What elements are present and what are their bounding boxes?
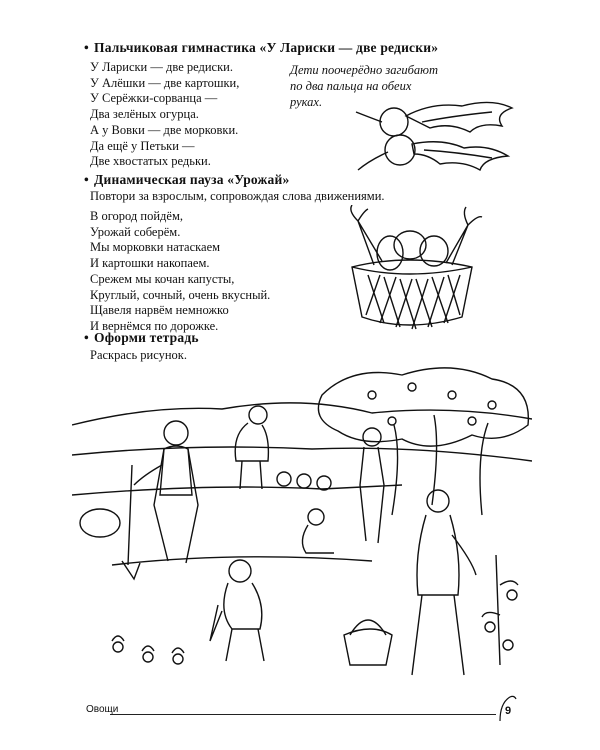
bullet-icon: • [84,40,89,55]
verse-line: И картошки накопаем. [90,256,210,271]
page-number: 9 [505,705,512,717]
footer-section-label: Овощи [86,704,119,715]
verse-line: Мы морковки натаскаем [90,240,221,255]
vegetable-basket-illustration [338,205,488,335]
verse-line: А у Вовки — две морковки. [90,122,239,137]
teacher-note: Дети поочерёдно загибают по два пальца на обеих руках. [290,63,439,109]
radish-illustration [352,92,522,178]
garden-harvest-coloring-illustration [72,365,532,685]
section-title-color-notebook: • Оформи тетрадь [84,330,199,345]
section-title-finger-gym: • Пальчиковая гимнастика «У Лариски — две редиски» [84,40,439,55]
section-title-dynamic-pause: • Динамическая пауза «Урожай» [84,172,290,187]
verse-line: У Лариски — две редиски. [90,60,233,74]
verse-line: В огород пойдём, [90,209,183,223]
verse-harvest [90,209,270,335]
instruction-dynamic-pause: Повтори за взрослым, сопровождая слова движениями. [90,189,385,203]
verse-line: Урожай соберём. [90,224,181,239]
verse-line: Круглый, сочный, очень вкусный. [90,287,271,302]
verse-line: У Серёжки-сорванца — [90,91,218,106]
verse-line: Щавеля нарвём немножко [90,303,229,318]
verse-finger-gym [90,60,239,170]
instruction-color: Раскрась рисунок. [90,348,188,362]
verse-line: И вернёмся по дорожке. [90,318,219,333]
verse-line: Две хвостатых редьки. [90,154,211,169]
footer-divider [110,714,496,715]
bullet-icon: • [84,172,89,187]
verse-line: Да ещё у Петьки — [90,138,195,153]
verse-line: Срежем мы кочан капусты, [90,271,235,286]
verse-line: У Алёшки — две картошки, [90,75,240,90]
bullet-icon: • [84,330,89,345]
verse-line: Два зелёных огурца. [90,107,199,122]
